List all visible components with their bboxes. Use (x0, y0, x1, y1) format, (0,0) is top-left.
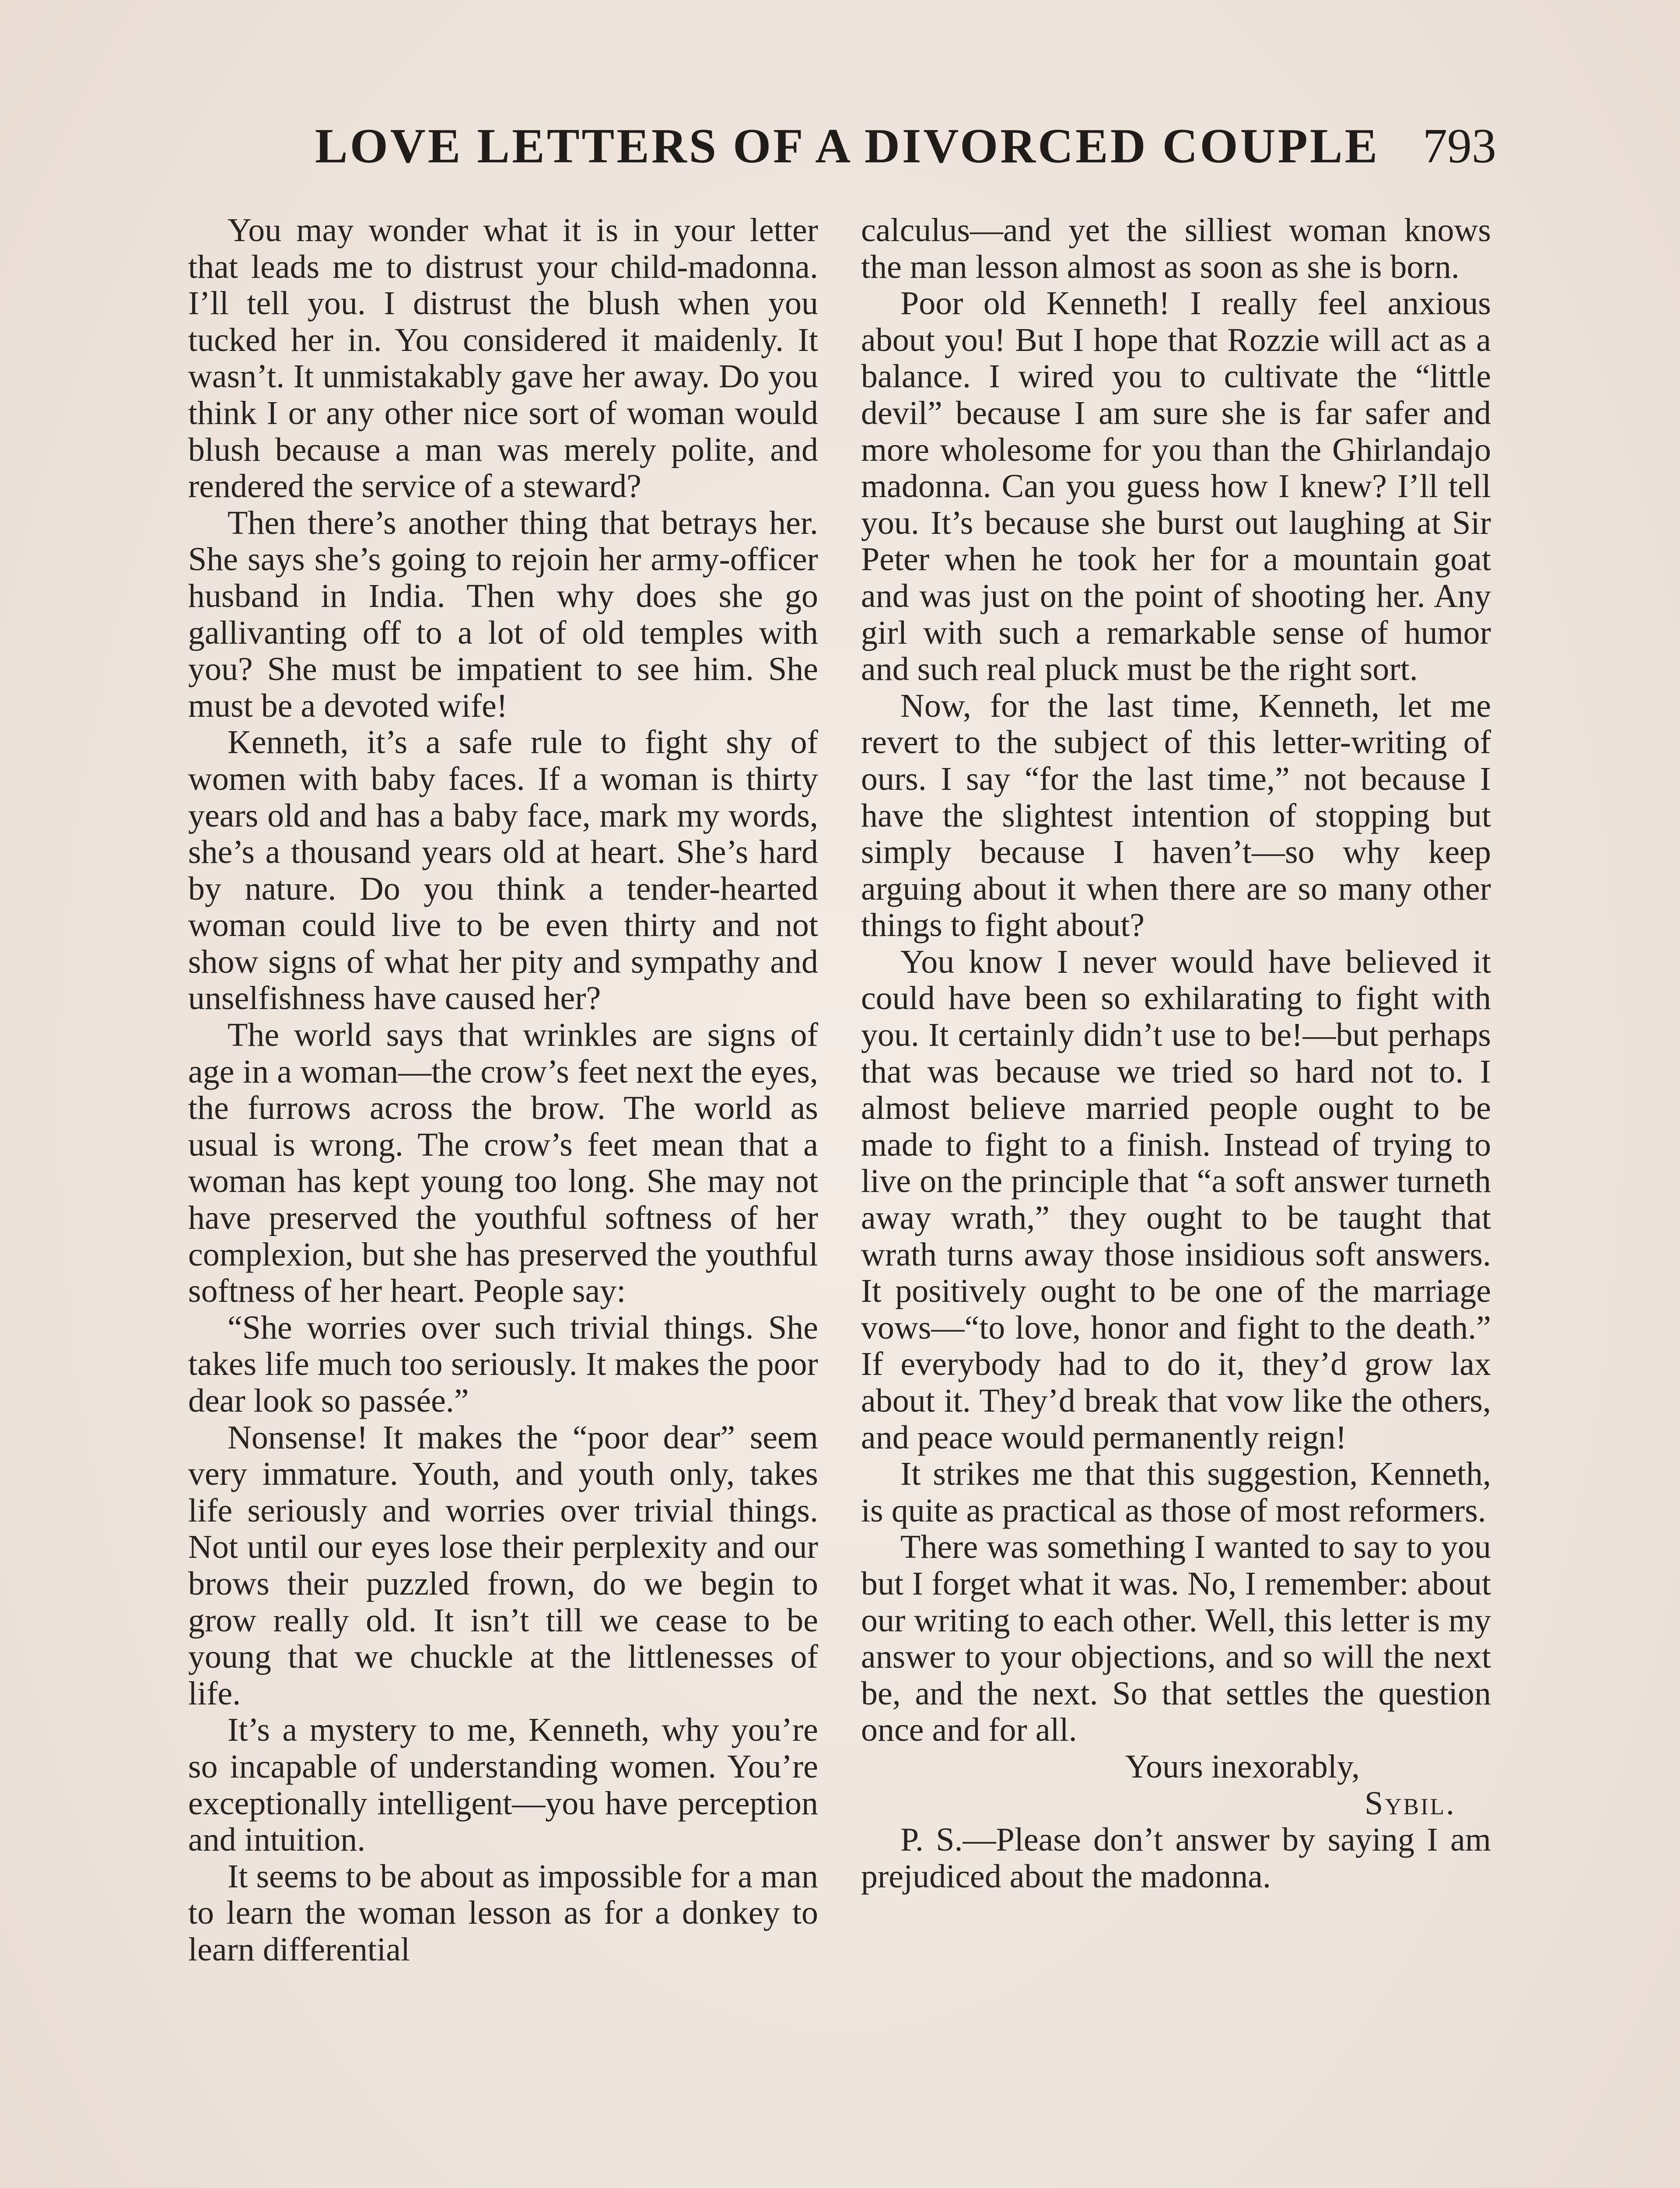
paragraph: It strikes me that this suggestion, Kenneth, is quite as practical as those of most reformers. (861, 1455, 1491, 1529)
paragraph: Then there’s another thing that betrays her. She says she’s going to rejoin her army-officer husband in India. Then why does she go gallivanting off to a lot of old temples with you? She must be impatient to see him. She must be a devoted wife! (188, 504, 818, 724)
paragraph: You may wonder what it is in your letter that leads me to distrust your child-madonna. I’ll tell you. I distrust the blush when you tucked her in. You considered it maidenly. It wasn’t. It unmistakably gave her away. Do you think I or any other nice sort of woman would blush because a man was merely polite, and rendered the service of a steward? (188, 212, 818, 505)
letter-closing: Yours inexorably, (1125, 1748, 1360, 1785)
paragraph: calculus—and yet the silliest woman knows the man lesson almost as soon as she is born. (861, 212, 1491, 285)
postscript: P. S.—Please don’t answer by saying I am prejudiced about the madonna. (861, 1821, 1491, 1895)
paragraph: It seems to be about as impossible for a man to learn the woman lesson as for a donkey to learn differential (188, 1858, 818, 1968)
paragraph: Nonsense! It makes the “poor dear” seem very immature. Youth, and youth only, takes life seriously and worries over trivial things. Not until our eyes lose their perplexity and our brows their puzzled frown, do we begin to grow really old. It isn’t till we cease to be young that we chuckle at the littlenesses of life. (188, 1419, 818, 1712)
right-text-column (861, 212, 1491, 1895)
left-text-column (188, 212, 818, 1968)
paragraph: The world says that wrinkles are signs of age in a woman—the crow’s feet next the eyes, the furrows across the brow. The world as usual is wrong. The crow’s feet mean that a woman has kept young too long. She may not have preserved the youthful softness of her complexion, but she has preserved the youthful softness of her heart. People say: (188, 1017, 818, 1310)
page-title: LOVE LETTERS OF A DIVORCED COUPLE (315, 119, 1380, 173)
paragraph: “She worries over such trivial things. She takes life much too seriously. It makes the poor dear look so passée.” (188, 1309, 818, 1419)
running-header (315, 109, 1496, 179)
letter-signature: Sybil. (1365, 1785, 1456, 1822)
paragraph: Now, for the last time, Kenneth, let me revert to the subject of this letter-writing of ours. I say “for the last time,” not because I have the slightest intention of stopping but simply because I haven’t—so why keep arguing about it when there are so many other things to fight about? (861, 687, 1491, 944)
paragraph: It’s a mystery to me, Kenneth, why you’re so incapable of understanding women. You’re exceptionally intelligent—you have perception and intuition. (188, 1711, 818, 1858)
paragraph: There was something I wanted to say to you but I forget what it was. No, I remember: about our writing to each other. Well, this letter is my answer to your objections, and so will the next be, and the next. So that settles the question once and for all. (861, 1529, 1491, 1749)
page-number: 793 (1423, 119, 1496, 173)
paragraph: You know I never would have believed it could have been so exhilarating to fight with you. It certainly didn’t use to be!—but perhaps that was because we tried so hard not to. I almost believe married people ought to be made to fight to a finish. Instead of trying to live on the principle that “a soft answer turneth away wrath,” they ought to be taught that wrath turns away those insidious soft answers. It positively ought to be one of the marriage vows—“to love, honor and fight to the death.” If everybody had to do it, they’d grow lax about it. They’d break that vow like the others, and peace would permanently reign! (861, 943, 1491, 1456)
paragraph: Kenneth, it’s a safe rule to fight shy of women with baby faces. If a woman is thirty years old and has a baby face, mark my words, she’s a thousand years old at heart. She’s hard by nature. Do you think a tender-hearted woman could live to be even thirty and not show signs of what her pity and sympathy and unselfishness have caused her? (188, 724, 818, 1017)
paragraph: Poor old Kenneth! I really feel anxious about you! But I hope that Rozzie will act as a balance. I wired you to cultivate the “little devil” because I am sure she is far safer and more wholesome for you than the Ghirlandajo madonna. Can you guess how I knew? I’ll tell you. It’s because she burst out laughing at Sir Peter when he took her for a mountain goat and was just on the point of shooting her. Any girl with such a remarkable sense of humor and such real pluck must be the right sort. (861, 285, 1491, 688)
